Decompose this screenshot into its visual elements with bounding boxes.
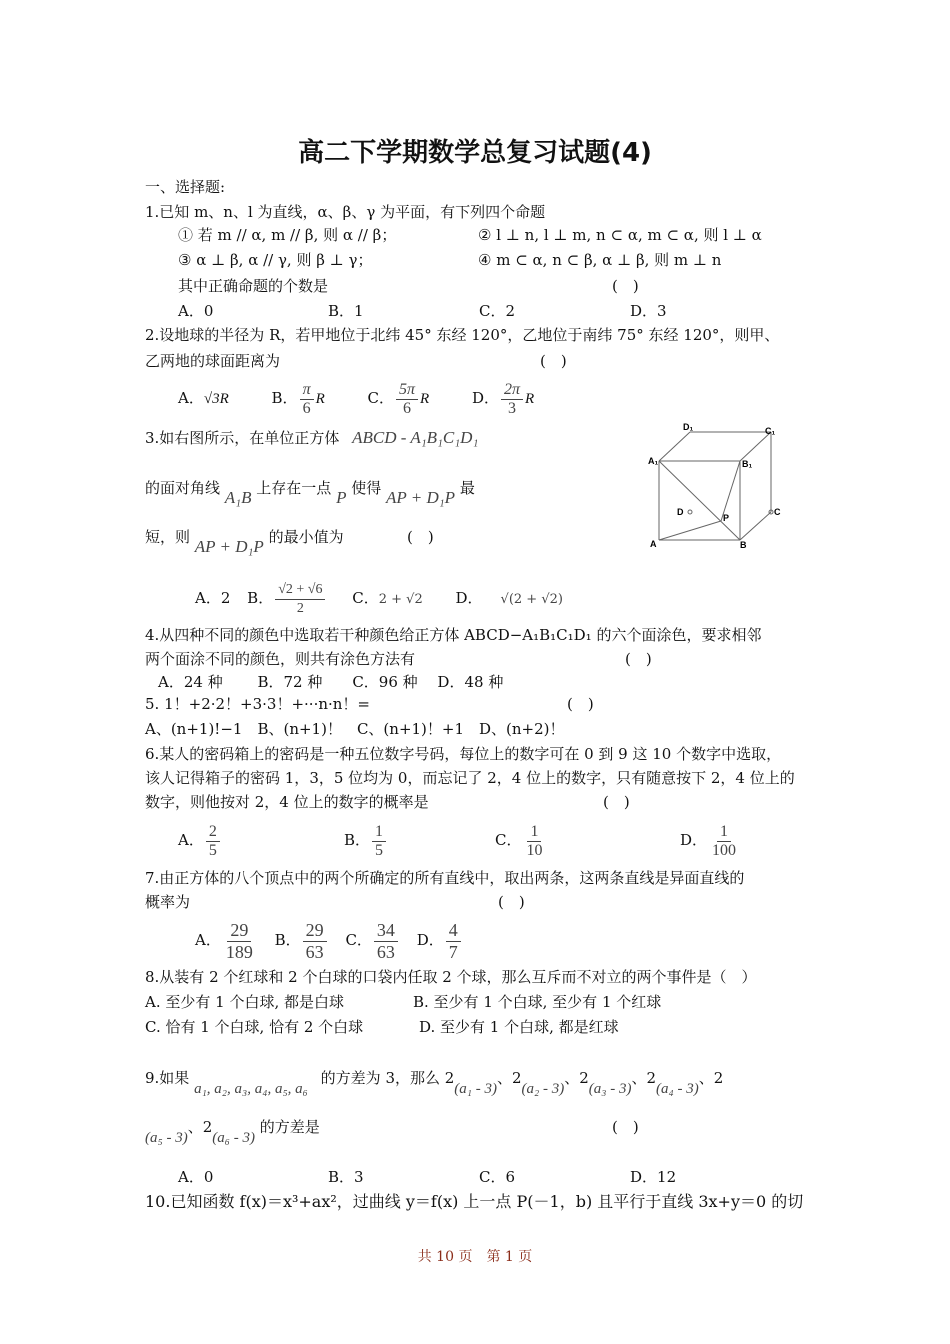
q9-sep-3: 、2 xyxy=(631,1069,657,1087)
q9-term-4: (a₄ - 3) xyxy=(656,1081,699,1097)
q7-option-a-fraction xyxy=(223,920,256,963)
q3-answer-paren: ( ) xyxy=(407,528,434,546)
q1-option-a: A．0 xyxy=(178,302,214,320)
q2-option-a-value: √3R xyxy=(203,391,229,407)
fig-label-c: C xyxy=(774,507,781,517)
q2-option-b-fraction xyxy=(300,381,314,418)
fig-label-b1: B₁ xyxy=(742,459,753,469)
q3-point-p: P xyxy=(336,488,347,507)
q6-answer-paren: ( ) xyxy=(603,793,630,811)
q2-d-tail: R xyxy=(525,391,535,407)
q7-b-numerator: 29 xyxy=(303,920,327,942)
q3-line-2c: 上存在一点 xyxy=(256,479,332,497)
q4-options: A．24 种 B．72 种 C．96 种 D．48 种 xyxy=(158,673,504,691)
q2-option-d-fraction xyxy=(501,381,523,418)
q6-option-c-fraction xyxy=(523,823,545,860)
q7-option-c-fraction xyxy=(374,920,398,963)
q6-option-c-label: C． xyxy=(495,831,522,849)
q9-line-1a: 9.如果 xyxy=(145,1069,190,1087)
q3-line-1-text: 3.如右图所示，在单位正方体 xyxy=(145,429,340,447)
fig-label-b: B xyxy=(740,540,747,550)
q8-option-b: B. 至少有 1 个白球, 至少有 1 个红球 xyxy=(413,993,662,1011)
q2-line-2: 乙两地的球面距离为 xyxy=(145,352,281,370)
q7-line-2: 概率为 xyxy=(145,893,191,911)
q2-b-numerator: π xyxy=(300,381,314,400)
q3-line-1 xyxy=(145,428,478,448)
q3-line-2g: 最 xyxy=(459,479,475,497)
q7-b-denominator: 63 xyxy=(305,941,324,962)
q7-options xyxy=(195,918,463,963)
q9-sep-2: 、2 xyxy=(564,1069,589,1087)
q9-line-1 xyxy=(145,1068,724,1097)
q7-option-c-label: C． xyxy=(345,931,372,949)
q4-answer-paren: ( ) xyxy=(625,650,652,668)
q6-b-denominator: 5 xyxy=(375,841,384,859)
q6-d-numerator: 1 xyxy=(717,823,731,842)
q6-option-d-label: D． xyxy=(680,831,708,849)
q9-sep-4: 、2 xyxy=(698,1069,724,1087)
q9-term-6: (a₆ - 3) xyxy=(212,1130,255,1146)
q1-proposition-3: ③ α ⊥ β, α // γ, 则 β ⊥ γ； xyxy=(178,251,373,269)
q7-option-d-label: D． xyxy=(416,931,444,949)
fig-label-d1: D₁ xyxy=(683,422,694,432)
q6-option-a-label: A． xyxy=(178,831,204,849)
q3-option-d-value: √(2 + √2) xyxy=(500,592,563,607)
q3-line-3c: 的最小值为 xyxy=(268,528,344,546)
q1-option-c: C．2 xyxy=(479,302,516,320)
q6-line-2: 该人记得箱子的密码 1，3，5 位均为 0，而忘记了 2，4 位上的数字，只有随意按下 2，4 位上的 xyxy=(145,769,795,787)
q9-line-2 xyxy=(145,1117,320,1146)
q9-variables: a₁, a₂, a₃, a₄, a₅, a₆ xyxy=(194,1081,308,1097)
fig-label-d: D xyxy=(677,507,684,517)
q7-a-numerator: 29 xyxy=(227,920,251,942)
q4-line-2: 两个面涂不同的颜色，则共有涂色方法有 xyxy=(145,650,416,668)
q6-d-denominator: 100 xyxy=(712,841,737,859)
q6-option-c xyxy=(495,820,547,860)
q8-line-1: 8.从装有 2 个红球和 2 个白球的口袋内任取 2 个球，那么互斥而不对立的两个事件是（ ） xyxy=(145,968,757,986)
q7-d-denominator: 7 xyxy=(448,941,458,962)
q2-answer-paren: ( ) xyxy=(540,352,567,370)
q9-answer-paren: ( ) xyxy=(612,1118,639,1136)
fig-label-a1: A₁ xyxy=(648,456,659,466)
q9-line-2c: 的方差是 xyxy=(259,1118,320,1136)
q7-c-denominator: 63 xyxy=(376,941,395,962)
q1-proposition-4: ④ m ⊂ α, n ⊂ β, α ⊥ β, 则 m ⊥ n xyxy=(478,251,722,269)
q6-option-b-fraction xyxy=(372,823,386,860)
q3-line-3 xyxy=(145,527,344,556)
fig-label-c1: C₁ xyxy=(765,426,776,436)
q7-option-d-fraction xyxy=(446,920,461,963)
q6-option-b-label: B． xyxy=(344,831,371,849)
q2-d-denominator: 3 xyxy=(508,399,517,417)
q3-option-b-label: B． xyxy=(247,589,274,607)
q3-b-denominator: 2 xyxy=(296,600,304,616)
q2-option-c-label: C． xyxy=(367,389,395,407)
q2-c-numerator: 5π xyxy=(396,381,418,400)
q9-sep-5: 、2 xyxy=(187,1118,213,1136)
q3-option-a: A．2 xyxy=(195,589,231,607)
q2-option-d-label: D． xyxy=(471,389,500,407)
q10-line-1: 10.已知函数 f(x)＝x³+ax²，过曲线 y＝f(x) 上一点 P(－1，b) 且平行于直线 3x+y＝0 的切 xyxy=(145,1192,804,1211)
q6-option-d xyxy=(680,820,741,860)
cube-figure xyxy=(640,418,790,553)
q8-option-c: C. 恰有 1 个白球, 恰有 2 个白球 xyxy=(145,1018,364,1036)
q3-option-b-fraction xyxy=(275,581,325,618)
q6-a-numerator: 2 xyxy=(206,823,220,842)
q2-line-1: 2.设地球的半径为 R，若甲地位于北纬 45° 东经 120°，乙地位于南纬 75° 东经 120°，则甲、 xyxy=(145,326,780,344)
q9-term-2: (a₂ - 3) xyxy=(521,1081,565,1097)
q2-b-tail: R xyxy=(315,391,325,407)
q2-option-b-label: B． xyxy=(271,389,298,407)
q9-option-a: A．0 xyxy=(178,1168,214,1186)
q6-line-1: 6.某人的密码箱上的密码是一种五位数字号码，每位上的数字可在 0 到 9 这 10 个数字中选取， xyxy=(145,745,782,763)
fig-label-a: A xyxy=(650,539,657,549)
q3-option-c-value: 2 + √2 xyxy=(378,592,423,607)
q2-options xyxy=(178,378,534,419)
q3-line-2 xyxy=(145,478,475,507)
fig-label-p: P xyxy=(723,513,730,523)
q9-option-c: C．6 xyxy=(479,1168,516,1186)
q7-line-1: 7.由正方体的八个顶点中的两个所确定的所有直线中，取出两条，这两条直线是异面直线的 xyxy=(145,869,745,887)
q6-options xyxy=(178,820,222,860)
q6-line-3: 数字，则他按对 2，4 位上的数字的概率是 xyxy=(145,793,429,811)
q1-option-b: B．1 xyxy=(328,302,364,320)
q6-option-a-fraction xyxy=(206,823,220,860)
q1-stem: 1.已知 m、n、l 为直线，α、β、γ 为平面，有下列四个命题 xyxy=(145,203,546,221)
q9-sep-1: 、2 xyxy=(497,1069,522,1087)
page-footer: 共 10 页 第 1 页 xyxy=(417,1249,533,1265)
q7-d-numerator: 4 xyxy=(446,920,461,942)
q9-option-b: B．3 xyxy=(328,1168,364,1186)
q4-line-1: 4.从四种不同的颜色中选取若干种颜色给正方体 ABCD−A₁B₁C₁D₁ 的六个面涂色，要求相邻 xyxy=(145,626,762,644)
q8-option-d: D. 至少有 1 个白球, 都是红球 xyxy=(419,1018,619,1036)
q5-options: A、(n+1)!−1 B、(n+1)！ C、(n+1)！+1 D、(n+2)！ xyxy=(145,720,565,738)
q1-ask: 其中正确命题的个数是 xyxy=(178,277,329,295)
q3-b-numerator: √2 + √6 xyxy=(275,581,325,600)
q3-expression-2: AP + D₁P xyxy=(194,537,264,556)
q2-b-denominator: 6 xyxy=(302,399,311,417)
q2-c-tail: R xyxy=(420,391,430,407)
q5-line-1: 5. 1！+2·2！+3·3！+···n·n！= xyxy=(145,695,371,713)
q9-term-5: (a₅ - 3) xyxy=(145,1130,188,1146)
q9-term-1: (a₁ - 3) xyxy=(454,1081,497,1097)
q1-proposition-2: ② l ⊥ n, l ⊥ m, n ⊂ α, m ⊂ α, 则 l ⊥ α xyxy=(478,226,762,244)
q7-option-b-fraction xyxy=(303,920,327,963)
q3-options xyxy=(195,578,563,620)
q3-line-3a: 短，则 xyxy=(145,528,191,546)
q3-line-2e: 使得 xyxy=(351,479,382,497)
q6-option-b xyxy=(344,820,388,860)
q2-c-denominator: 6 xyxy=(403,399,412,417)
page-title: 高二下学期数学总复习试题(4) xyxy=(298,138,652,168)
q9-term-3: (a₃ - 3) xyxy=(588,1081,632,1097)
q6-b-numerator: 1 xyxy=(372,823,386,842)
q1-proposition-1: ① 若 m // α, m // β, 则 α // β； xyxy=(178,226,397,244)
q6-c-numerator: 1 xyxy=(527,823,541,842)
q7-answer-paren: ( ) xyxy=(498,893,525,911)
q9-line-1c: 的方差为 3，那么 2 xyxy=(320,1069,455,1087)
q2-d-numerator: 2π xyxy=(501,381,523,400)
q9-option-d: D．12 xyxy=(630,1168,677,1186)
q3-cube-name: ABCD - A₁B₁C₁D₁ xyxy=(352,428,479,447)
q5-answer-paren: ( ) xyxy=(567,695,594,713)
q1-option-d: D．3 xyxy=(630,302,667,320)
q6-a-denominator: 5 xyxy=(208,841,217,859)
q3-expression: AP + D₁P xyxy=(386,488,456,507)
q3-option-c-label: C． xyxy=(352,589,379,607)
q7-a-denominator: 189 xyxy=(225,941,253,962)
q6-option-d-fraction xyxy=(709,823,739,860)
q3-option-d-label: D． xyxy=(455,589,483,607)
q3-line-2a: 的面对角线 xyxy=(145,479,221,497)
q7-c-numerator: 34 xyxy=(374,920,398,942)
q8-option-a: A. 至少有 1 个白球, 都是白球 xyxy=(145,993,344,1011)
q1-answer-paren: ( ) xyxy=(612,277,639,295)
q2-option-a-label: A． xyxy=(178,389,204,407)
section-heading: 一、选择题: xyxy=(145,178,226,196)
q7-option-a-label: A． xyxy=(195,931,221,949)
q6-c-denominator: 10 xyxy=(526,841,543,859)
q3-diagonal: A₁B xyxy=(224,488,252,507)
q2-option-c-fraction xyxy=(396,381,418,418)
q7-option-b-label: B． xyxy=(274,931,301,949)
